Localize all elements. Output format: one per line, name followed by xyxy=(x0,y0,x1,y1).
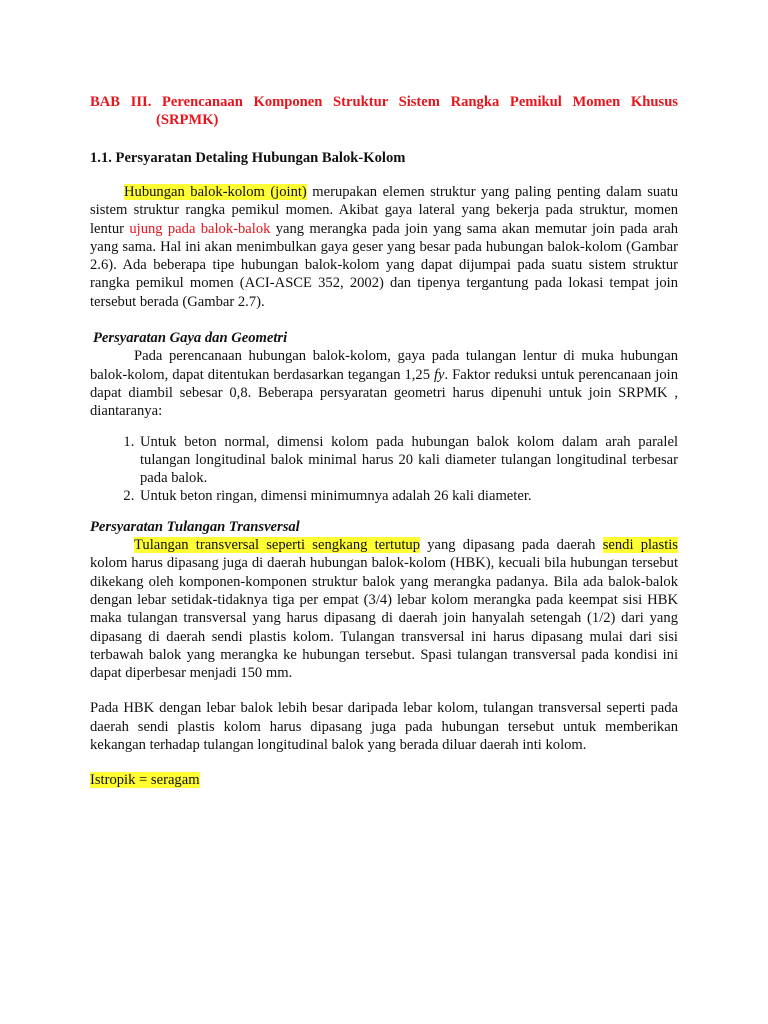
highlight-sendi-plastis: sendi plastis xyxy=(602,537,678,554)
document-page xyxy=(90,93,678,790)
paragraph-2-text-a: Pada perencanaan hubungan balok-kolom, gaya pada tulangan lentur di muka hubungan balok-kolom, dapat ditentukan berdasarkan tegangan 1,25 xyxy=(90,348,678,383)
paragraph-1-text-b: yang merangka pada join yang sama akan memutar join pada arah yang sama. Hal ini akan menimbulkan gaya geser yang besar pada hubungan balok-kolom (Gambar 2.6). Ada beberapa tipe hubungan balok-kolom yang dapat dijumpai pada suatu sistem struktur rangka pemikul momen (ACI-ASCE 352, 2002) dan tipenya tergantung pada lokasi tempat join tersebut berada (Gambar 2.7). xyxy=(90,220,678,310)
highlight-istropik: Istropik = seragam xyxy=(90,772,200,789)
subheading-tulangan-transversal: Persyaratan Tulangan Transversal xyxy=(90,518,300,535)
paragraph-3-text-b: kolom harus dipasang juga di daerah hubungan balok-kolom (HBK), kecuali bila hubungan tersebut dikekang oleh komponen-komponen struktur balok yang merangka padanya. Bila ada balok-balok dengan lebar setidak-tidaknya tiga per empat (3/4) lebar kolom merangka pada keempat sisi HBK maka tulangan transversal yang harus dipasang di daerah join hanyalah setengah (1/2) dari yang dipasang di daerah sendi plastis kolom. Tulangan transversal ini harus dipasang mulai dari sisi terbawah balok yang merangka ke hubungan tersebut. Spasi tulangan transversal pada kondisi ini dapat diperbesar menjadi 150 mm. xyxy=(90,555,678,682)
highlight-joint: Hubungan balok-kolom (joint) xyxy=(124,184,307,200)
subheading-gaya-geometri: Persyaratan Gaya dan Geometri xyxy=(93,330,288,347)
geometry-requirements-list xyxy=(90,433,678,506)
paragraph-3 xyxy=(90,536,678,682)
paragraph-4: Pada HBK dengan lebar balok lebih besar daripada lebar kolom, tulangan transversal seperti pada daerah sendi plastis kolom harus dipasang juga pada hubungan tersebut untuk memberikan kekangan terhadap tulangan longitudinal balok yang berada diluar daerah inti kolom. xyxy=(90,700,678,754)
paragraph-3-text-a: yang dipasang pada daerah xyxy=(420,537,603,554)
list-item: 2. Untuk beton ringan, dimensi minimumnya adalah 26 kali diameter. xyxy=(138,487,678,505)
list-item: 1. Untuk beton normal, dimensi kolom pada hubungan balok kolom dalam arah paralel tulangan longitudinal balok minimal harus 20 kali diameter tulangan longitudinal terbesar pada balok. xyxy=(138,433,678,488)
paragraph-1-text-a: merupakan elemen struktur yang paling penting dalam suatu sistem struktur rangka pemikul momen. Akibat gaya lateral yang bekerja pada struktur, momen lentur xyxy=(90,184,678,237)
paragraph-1 xyxy=(90,183,678,311)
paragraph-2-text-b: . Faktor reduksi untuk perencanaan join dapat diambil sebesar 0,8. Beberapa persyaratan geometri harus dipenuhi untuk join SRPMK , diantaranya: xyxy=(90,366,678,420)
fy-symbol: fy xyxy=(434,366,445,383)
highlight-sengkang: Tulangan transversal seperti sengkang tertutup xyxy=(134,537,421,554)
section-title: 1.1. Persyaratan Detaling Hubungan Balok-Kolom xyxy=(90,150,406,166)
chapter-title-line2: (SRPMK) xyxy=(156,112,219,128)
note-line xyxy=(90,771,678,789)
chapter-title xyxy=(90,93,678,111)
red-text-ujung: ujung pada balok-balok xyxy=(129,220,271,237)
paragraph-2 xyxy=(90,347,678,420)
chapter-title-line1: BAB III. Perencanaan Komponen Struktur Sistem Rangka Pemikul Momen Khusus xyxy=(90,94,678,110)
